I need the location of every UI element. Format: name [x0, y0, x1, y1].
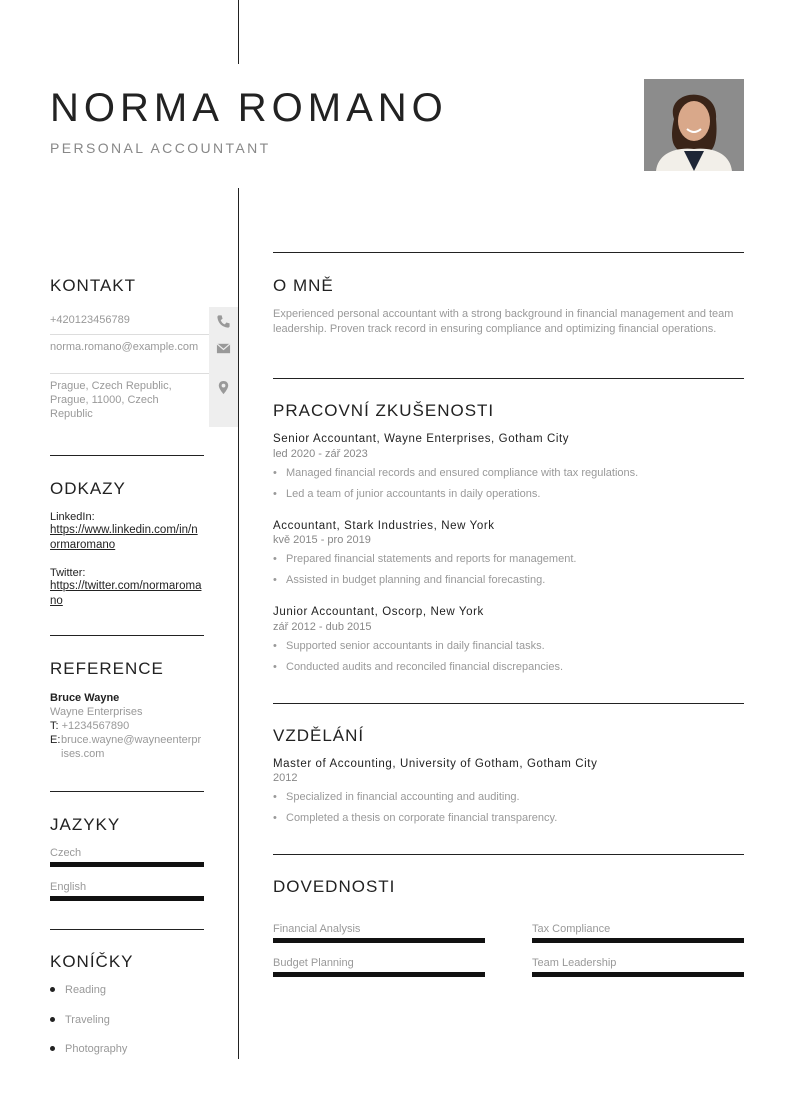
- contact-address-row: [50, 379, 238, 421]
- header-divider-line: [238, 0, 239, 64]
- reference-block: [50, 691, 206, 761]
- skill-name: Budget Planning: [273, 957, 354, 969]
- language-level-bar: [50, 896, 204, 901]
- link-url[interactable]: https://www.linkedin.com/in/normaromano: [50, 524, 198, 551]
- column-divider-line: [238, 188, 239, 1059]
- job-dates: led 2020 - zář 2023: [273, 448, 368, 460]
- skill-level-bar: [273, 972, 485, 977]
- reference-phone-label: T:: [50, 720, 59, 732]
- bullet-dot-icon: •: [273, 574, 277, 586]
- link-label: LinkedIn:: [50, 511, 95, 523]
- bullet-dot-icon: [50, 1046, 55, 1051]
- link-linkedin: [50, 511, 204, 553]
- links-heading: ODKAZY: [50, 479, 126, 498]
- hobby-label: Reading: [65, 984, 106, 996]
- section-divider: [50, 635, 204, 636]
- bullet-dot-icon: [50, 987, 55, 992]
- section-divider: [50, 929, 204, 930]
- skill-name: Team Leadership: [532, 957, 617, 969]
- section-divider: [273, 252, 744, 253]
- bullet-dot-icon: •: [273, 467, 277, 479]
- education-degree: Master of Accounting, University of Gotham, Gotham City: [273, 758, 598, 770]
- reference-name: Bruce Wayne: [50, 692, 120, 704]
- reference-phone-row: [50, 719, 206, 733]
- location-pin-icon: [216, 380, 231, 395]
- job-bullet: • Led a team of junior accountants in daily operations.: [273, 488, 541, 500]
- hobbies-heading: KONÍČKY: [50, 952, 134, 971]
- skill-level-bar: [532, 938, 744, 943]
- person-name: NORMA ROMANO: [50, 86, 448, 130]
- language-name: English: [50, 881, 87, 893]
- hobby-item: [50, 1043, 127, 1055]
- mail-icon: [216, 341, 231, 356]
- reference-company: Wayne Enterprises: [50, 706, 143, 718]
- reference-email-label: E:: [50, 734, 61, 746]
- job-position: Accountant, Stark Industries, New York: [273, 520, 495, 532]
- link-url[interactable]: https://twitter.com/normaromano: [50, 580, 202, 607]
- bullet-dot-icon: •: [273, 553, 277, 565]
- education-heading: VZDĚLÁNÍ: [273, 726, 365, 745]
- job-bullet: • Conducted audits and reconciled financial discrepancies.: [273, 661, 564, 673]
- skill-name: Tax Compliance: [532, 923, 611, 935]
- hobby-label: Photography: [65, 1043, 128, 1055]
- contact-email[interactable]: norma.romano@example.com: [50, 341, 199, 353]
- about-text: Experienced personal accountant with a strong background in financial management and team leadership. Proven track record in ensuring compliance and optimizing financial operations.: [273, 308, 734, 335]
- job-bullet: • Managed financial records and ensured compliance with tax regulations.: [273, 467, 639, 479]
- language-name: Czech: [50, 847, 82, 859]
- education-year: 2012: [273, 772, 298, 784]
- skill-level-bar: [532, 972, 744, 977]
- profile-photo: [644, 79, 744, 171]
- job-dates: zář 2012 - dub 2015: [273, 621, 372, 633]
- skill-level-bar: [273, 938, 485, 943]
- contact-address: Prague, Czech Republic, Prague, 11000, Czech Republic: [50, 380, 172, 420]
- skills-heading: DOVEDNOSTI: [273, 877, 396, 896]
- bullet-dot-icon: •: [273, 661, 277, 673]
- section-divider: [50, 455, 204, 456]
- bullet-dot-icon: •: [273, 791, 277, 803]
- hobby-item: [50, 984, 106, 996]
- contact-phone-row: [50, 313, 238, 327]
- bullet-dot-icon: •: [273, 812, 277, 824]
- phone-icon: [216, 314, 231, 329]
- job-bullet: • Prepared financial statements and reports for management.: [273, 553, 577, 565]
- hobby-item: [50, 1014, 110, 1026]
- bullet-dot-icon: •: [273, 640, 277, 652]
- skill-name: Financial Analysis: [273, 923, 361, 935]
- reference-heading: REFERENCE: [50, 659, 164, 678]
- bullet-dot-icon: [50, 1017, 55, 1022]
- contact-heading: KONTAKT: [50, 276, 137, 295]
- education-bullet: • Completed a thesis on corporate financial transparency.: [273, 812, 558, 824]
- reference-phone[interactable]: +1234567890: [61, 720, 130, 732]
- job-title: PERSONAL ACCOUNTANT: [50, 140, 271, 156]
- section-divider: [273, 854, 744, 855]
- language-level-bar: [50, 862, 204, 867]
- job-position: Junior Accountant, Oscorp, New York: [273, 606, 484, 618]
- contact-phone[interactable]: +420123456789: [50, 314, 130, 326]
- education-bullet: • Specialized in financial accounting and auditing.: [273, 791, 520, 803]
- job-bullet: • Assisted in budget planning and financial forecasting.: [273, 574, 546, 586]
- contact-separator: [50, 373, 209, 374]
- job-position: Senior Accountant, Wayne Enterprises, Gotham City: [273, 433, 570, 445]
- section-divider: [273, 378, 744, 379]
- link-twitter: [50, 567, 204, 609]
- reference-email[interactable]: bruce.wayne@wayneenterprises.com: [61, 734, 202, 760]
- bullet-dot-icon: •: [273, 488, 277, 500]
- section-divider: [273, 703, 744, 704]
- job-bullet: • Supported senior accountants in daily financial tasks.: [273, 640, 545, 652]
- contact-email-row: [50, 340, 238, 354]
- contact-separator: [50, 334, 209, 335]
- section-divider: [50, 791, 204, 792]
- reference-email-row: [50, 733, 206, 761]
- experience-heading: PRACOVNÍ ZKUŠENOSTI: [273, 401, 495, 420]
- about-heading: O MNĚ: [273, 276, 334, 295]
- hobby-label: Traveling: [65, 1014, 110, 1026]
- languages-heading: JAZYKY: [50, 815, 121, 834]
- link-label: Twitter:: [50, 567, 86, 579]
- job-dates: kvě 2015 - pro 2019: [273, 534, 371, 546]
